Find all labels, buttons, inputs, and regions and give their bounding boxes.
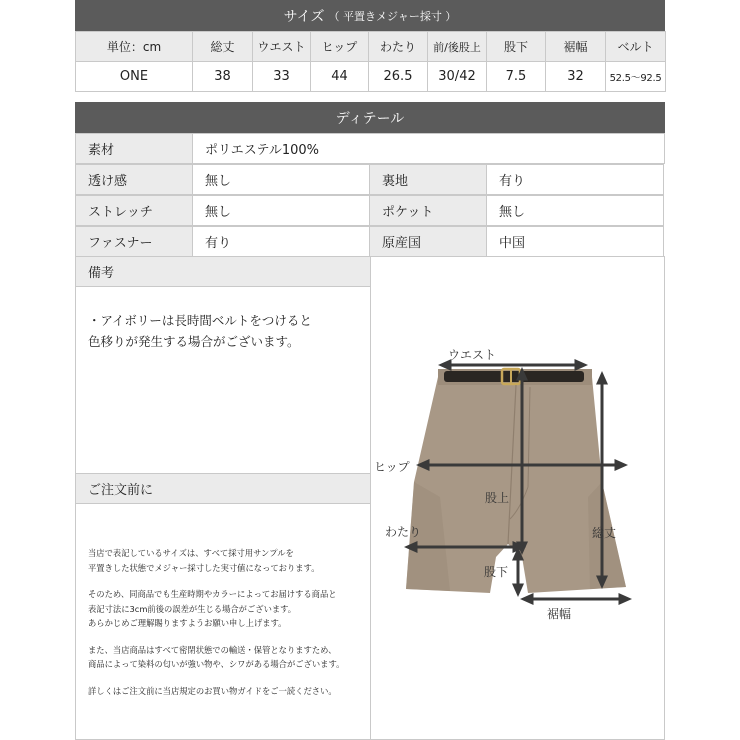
size-cell: 33: [253, 62, 311, 92]
remarks-label: 備考: [75, 256, 371, 287]
size-cell: 52.5〜92.5: [606, 62, 666, 92]
hem-label: 裾幅: [547, 607, 572, 621]
size-cell: 7.5: [487, 62, 546, 92]
size-header-cell: ベルト: [606, 32, 666, 62]
detail-row: [75, 195, 663, 225]
belt: [444, 371, 584, 382]
detail-value: 有り: [486, 164, 664, 195]
detail-value: 無し: [192, 195, 370, 226]
shorts-diagram: [370, 257, 665, 740]
notice-paragraph: [88, 684, 344, 699]
size-cell: 30/42: [428, 62, 487, 92]
notice-paragraph: [88, 643, 344, 672]
notice-line: 表記寸法に3cm前後の誤差が生じる場合がございます。: [88, 603, 297, 614]
size-chart-sheet: [75, 0, 665, 740]
notice-line: あらかじめご理解賜りますようお願い申し上げます。: [88, 618, 287, 628]
detail-section-header: [75, 102, 665, 133]
material-label: 素材: [75, 133, 193, 164]
notice-line: 平置きした状態でメジャー採寸した実寸値になっております。: [88, 562, 320, 573]
detail-label: 透け感: [75, 164, 193, 195]
notice-line: 当店で表記しているサイズは、すべて採寸用サンプルを: [88, 548, 294, 558]
notice-line: そのため、同商品でも生産時期やカラーによってお届けする商品と: [88, 589, 337, 599]
size-table-row: [76, 62, 666, 92]
size-header-cell: ヒップ: [311, 32, 369, 62]
notice-label: ご注文前に: [75, 473, 371, 504]
detail-label: ポケット: [369, 195, 487, 226]
notice-paragraph: [88, 587, 344, 631]
size-header-cell: わたり: [369, 32, 428, 62]
material-row: [75, 133, 664, 163]
detail-label: 裏地: [369, 164, 487, 195]
size-cell: 44: [311, 62, 369, 92]
detail-label: 原産国: [369, 226, 487, 257]
size-cell: ONE: [76, 62, 193, 92]
size-cell: 32: [546, 62, 606, 92]
detail-label: ストレッチ: [75, 195, 193, 226]
length-label: 総丈: [592, 526, 617, 540]
hip-label: ヒップ: [374, 460, 410, 474]
detail-value: 有り: [192, 226, 370, 257]
size-section-title: サイズ: [283, 8, 325, 25]
rise-label: 股上: [485, 491, 510, 505]
notice-paragraph: [88, 546, 344, 575]
size-header-cell: 裾幅: [546, 32, 606, 62]
detail-row: [75, 226, 663, 256]
thigh-label: わたり: [385, 525, 422, 539]
notice-box: [75, 503, 371, 740]
remarks-line: 色移りが発生する場合がございます。: [88, 334, 300, 349]
remarks-box: [75, 286, 371, 474]
size-section-header: [75, 0, 665, 31]
detail-label: ファスナー: [75, 226, 193, 257]
size-cell: 38: [193, 62, 253, 92]
notice-line: 詳しくはご注文前に当店規定のお買い物ガイドをご一読ください。: [88, 685, 337, 696]
size-table: [75, 31, 666, 92]
detail-value: 無し: [192, 164, 370, 195]
notice-line: 商品によって染料の匂いが強い物や、シワがある場合がございます。: [88, 659, 345, 669]
size-section-subtitle: （ 平置きメジャー採寸 ）: [328, 9, 457, 23]
size-header-cell: 前/後股上: [428, 32, 487, 62]
notice-text: [88, 546, 344, 710]
size-table-header-row: [76, 32, 666, 62]
detail-row: [75, 164, 663, 194]
size-header-cell: 総丈: [193, 32, 253, 62]
detail-section-title: ディテール: [335, 110, 405, 127]
remarks-text: [88, 310, 312, 352]
material-value: ポリエステル100%: [192, 133, 665, 164]
size-header-cell: 単位：cm: [76, 32, 193, 62]
size-header-cell: ウエスト: [253, 32, 311, 62]
notice-line: また、当店商品はすべて密閉状態での輸送・保管となりますため、: [88, 644, 337, 655]
detail-value: 無し: [486, 195, 664, 226]
detail-value: 中国: [486, 226, 664, 257]
remarks-line: ・アイボリーは長時間ベルトをつけると: [88, 313, 312, 328]
size-cell: 26.5: [369, 62, 428, 92]
size-header-cell: 股下: [487, 32, 546, 62]
waist-label: ウエスト: [448, 348, 497, 362]
inseam-label: 股下: [484, 565, 509, 579]
